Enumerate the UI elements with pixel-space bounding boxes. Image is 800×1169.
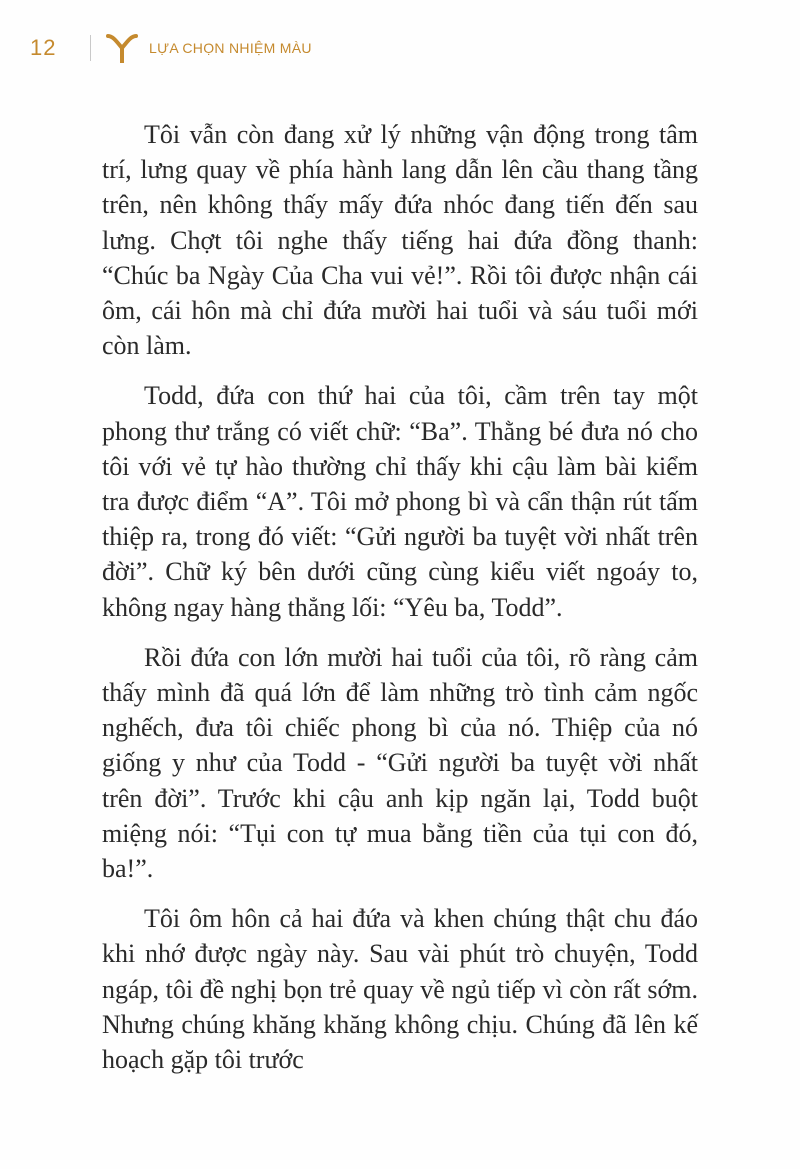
fork-path-icon xyxy=(105,30,139,66)
body-text xyxy=(102,117,698,1077)
page-number: 12 xyxy=(30,35,57,60)
paragraph: Todd, đứa con thứ hai của tôi, cầm trên tay một phong thư trắng có viết chữ: “Ba”. Thằng bé đưa nó cho tôi với vẻ tự hào thường chỉ thấy khi cậu làm bài kiểm tra được điểm “A”. Tôi mở phong bì và cẩn thận rút tấm thiệp ra, trong đó viết: “Gửi người ba tuyệt vời nhất trên đời”. Chữ ký bên dưới cũng cùng kiểu viết ngoáy to, không ngay hàng thẳng lối: “Yêu ba, Todd”. xyxy=(102,381,698,622)
header-divider xyxy=(90,35,91,61)
book-title: LỰA CHỌN NHIỆM MÀU xyxy=(149,40,312,56)
paragraph: Rồi đứa con lớn mười hai tuổi của tôi, rõ ràng cảm thấy mình đã quá lớn để làm những trò tình cảm ngốc nghếch, đưa tôi chiếc phong bì của nó. Thiệp của nó giống y như của Todd - “Gửi người ba tuyệt vời nhất trên đời”. Trước khi cậu anh kịp ngăn lại, Todd buột miệng nói: “Tụi con tự mua bằng tiền của tụi con đó, ba!”. xyxy=(102,642,698,884)
paragraph: Tôi vẫn còn đang xử lý những vận động trong tâm trí, lưng quay về phía hành lang dẫn lên cầu thang tầng trên, nên không thấy mấy đứa nhóc đang tiến đến sau lưng. Chợt tôi nghe thấy tiếng hai đứa đồng thanh: “Chúc ba Ngày Của Cha vui vẻ!”. Rồi tôi được nhận cái ôm, cái hôn mà chỉ đứa mười hai tuổi và sáu tuổi mới còn làm. xyxy=(102,120,698,361)
paragraph: Tôi ôm hôn cả hai đứa và khen chúng thật chu đáo khi nhớ được ngày này. Sau vài phút trò chuyện, Todd ngáp, tôi đề nghị bọn trẻ quay về ngủ tiếp vì còn rất sớm. Nhưng chúng khăng khăng không chịu. Chúng đã lên kế hoạch gặp tôi trước xyxy=(102,904,698,1075)
running-header xyxy=(30,28,312,68)
